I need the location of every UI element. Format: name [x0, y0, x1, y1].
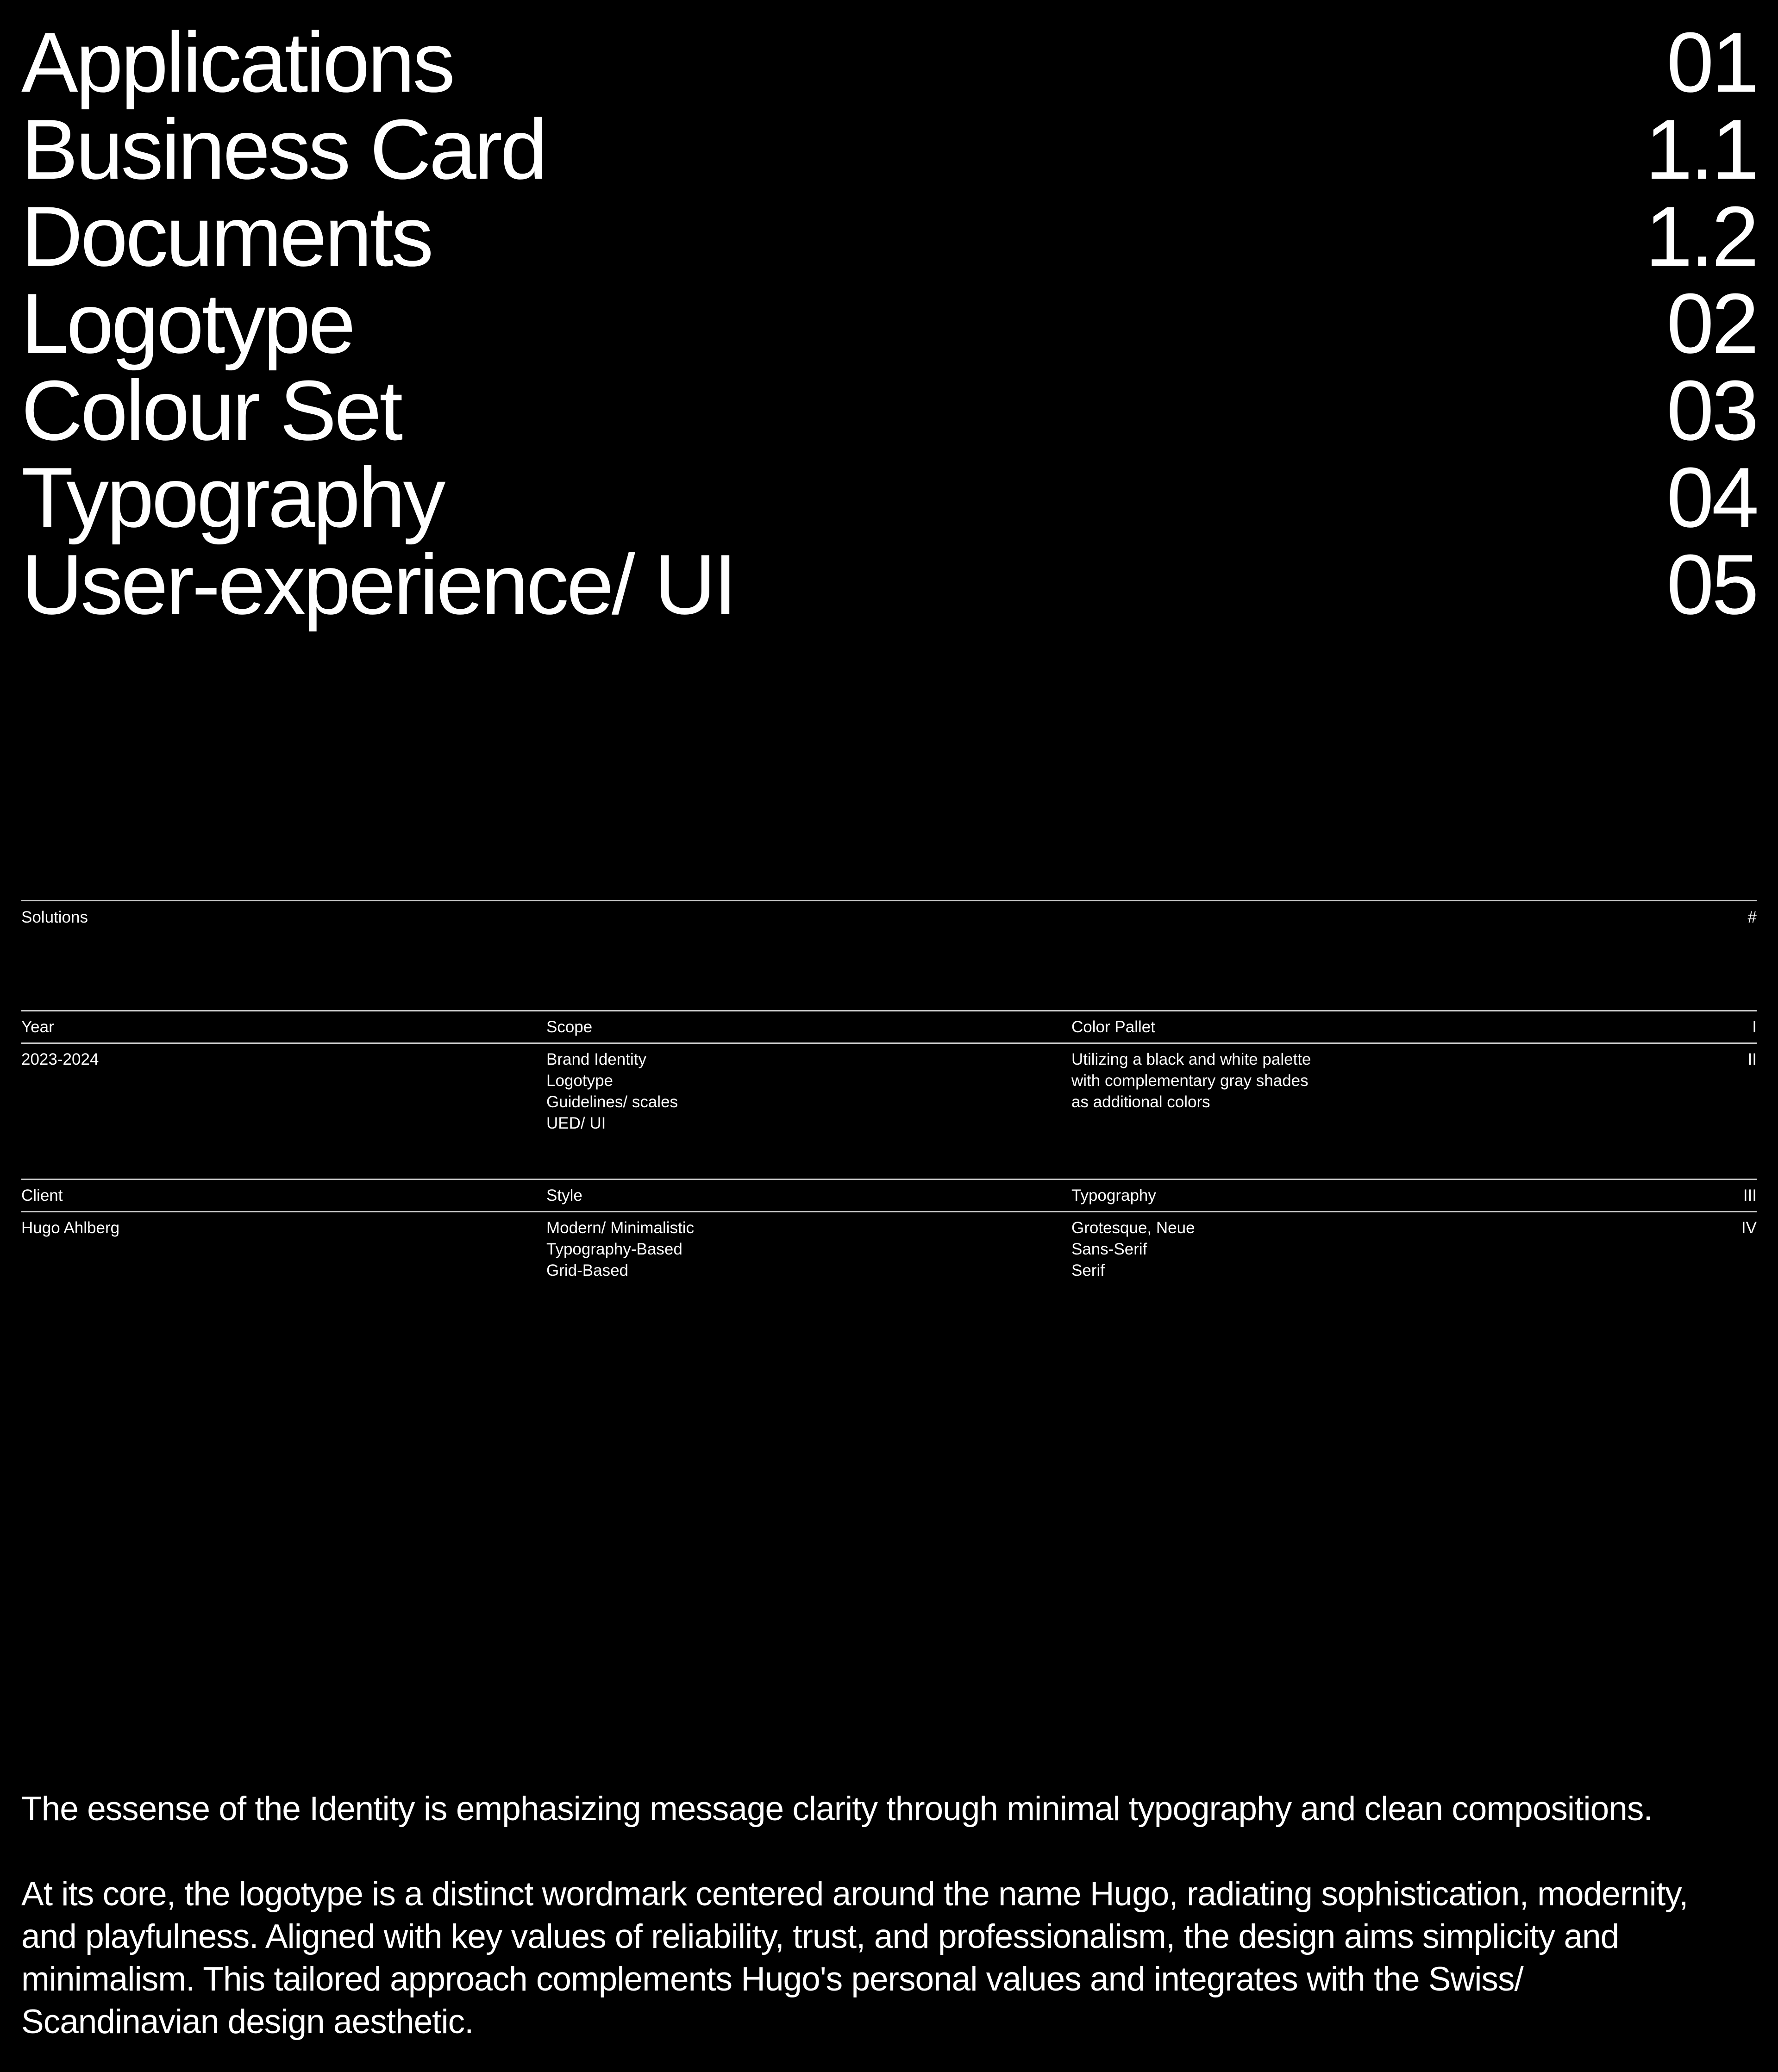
toc-label: Business Card: [21, 101, 545, 197]
palette-description: [1071, 1049, 1311, 1113]
toc-row-logotype[interactable]: [21, 275, 1757, 371]
body-line: and playfulness. Aligned with key values of reliability, trust, and professionalism, the design aims simplicity and: [21, 1918, 1619, 1955]
scope-list: [546, 1049, 678, 1134]
solutions-mark: #: [1747, 908, 1757, 926]
toc-number: 04: [1666, 449, 1757, 545]
toc-row-documents[interactable]: [21, 188, 1757, 284]
year-value: 2023-2024: [21, 1050, 99, 1068]
toc-row-user-experience[interactable]: [21, 537, 1757, 632]
toc-number: 05: [1666, 537, 1757, 632]
style-list: [546, 1217, 694, 1281]
row1-header-mark: I: [1752, 1018, 1757, 1036]
typography-item: Grotesque, Neue: [1071, 1219, 1195, 1237]
style-item: Typography-Based: [546, 1240, 682, 1258]
info-row-2: [21, 1179, 1757, 1290]
row2-header-mark: III: [1743, 1186, 1757, 1205]
body-line: Scandinavian design aesthetic.: [21, 2003, 474, 2041]
body-paragraph: [21, 1873, 1757, 2043]
typography-item: Sans-Serif: [1071, 1240, 1147, 1258]
toc-label: Colour Set: [21, 362, 401, 458]
intro-paragraph: [21, 1788, 1757, 1830]
divider: [21, 1042, 1757, 1044]
body-line: At its core, the logotype is a distinct wordmark centered around the name Hugo, radiating sophistication, modernity,: [21, 1875, 1688, 1913]
solutions-section: [21, 900, 1757, 926]
scope-item: Logotype: [546, 1072, 614, 1090]
scope-item: Brand Identity: [546, 1050, 646, 1068]
scope-item: Guidelines/ scales: [546, 1093, 678, 1111]
toc-number: 02: [1666, 275, 1757, 371]
typography-header: Typography: [1071, 1186, 1156, 1205]
client-header: Client: [21, 1186, 63, 1205]
scope-item: UED/ UI: [546, 1114, 606, 1132]
toc-number: 1.1: [1645, 101, 1757, 197]
row2-value-mark: IV: [1741, 1219, 1757, 1237]
toc-row-typography[interactable]: [21, 449, 1757, 545]
toc-row-applications[interactable]: [21, 14, 1757, 110]
palette-line: as additional colors: [1071, 1093, 1210, 1111]
divider: [21, 1010, 1757, 1011]
toc-number: 03: [1666, 362, 1757, 458]
style-header: Style: [546, 1186, 582, 1205]
color-pallet-header: Color Pallet: [1071, 1018, 1155, 1036]
toc-label: Logotype: [21, 275, 354, 371]
toc-label: Applications: [21, 14, 453, 110]
solutions-label: Solutions: [21, 908, 88, 926]
info-row-1: [21, 1010, 1757, 1140]
toc-row-colour-set[interactable]: [21, 362, 1757, 458]
toc-row-business-card[interactable]: [21, 101, 1757, 197]
toc-number: 01: [1666, 14, 1757, 110]
table-of-contents: [21, 14, 1757, 632]
year-header: Year: [21, 1018, 54, 1036]
intro-text: The essense of the Identity is emphasizing message clarity through minimal typography and clean compositions.: [21, 1790, 1653, 1828]
style-item: Grid-Based: [546, 1261, 629, 1279]
toc-label: User-experience/ UI: [21, 537, 735, 632]
palette-line: with complementary gray shades: [1071, 1072, 1308, 1090]
divider: [21, 1211, 1757, 1212]
divider: [21, 1179, 1757, 1180]
toc-number: 1.2: [1645, 188, 1757, 284]
scope-header: Scope: [546, 1018, 593, 1036]
divider: [21, 900, 1757, 901]
body-line: minimalism. This tailored approach complements Hugo's personal values and integrates with the Swiss/: [21, 1960, 1523, 1998]
palette-line: Utilizing a black and white palette: [1071, 1050, 1311, 1068]
row1-value-mark: II: [1747, 1050, 1757, 1068]
toc-label: Documents: [21, 188, 432, 284]
client-value: Hugo Ahlberg: [21, 1219, 120, 1237]
typography-list: [1071, 1217, 1195, 1281]
style-item: Modern/ Minimalistic: [546, 1219, 694, 1237]
typography-item: Serif: [1071, 1261, 1105, 1279]
toc-label: Typography: [21, 449, 444, 545]
